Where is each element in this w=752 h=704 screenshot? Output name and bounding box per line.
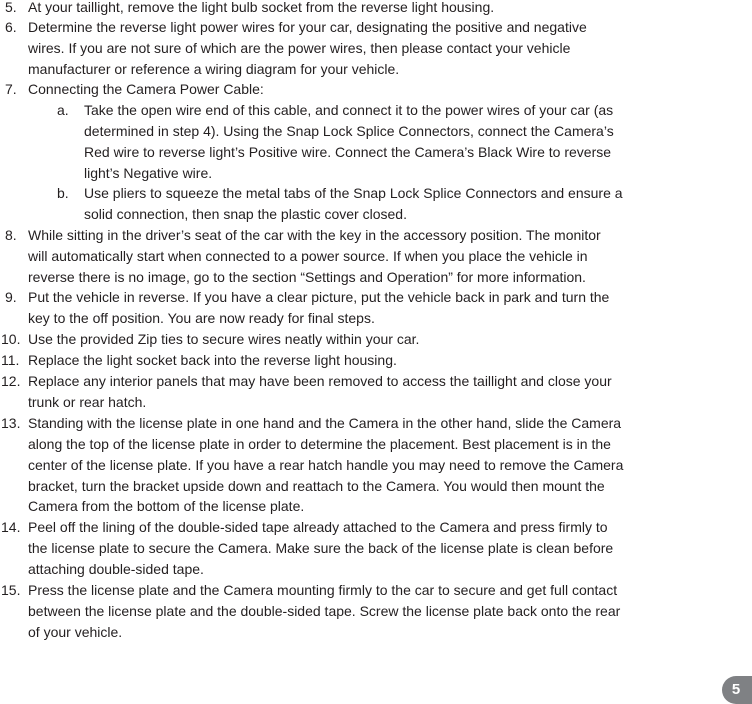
step-text-line: center of the license plate. If you have a rear hatch handle you may need to remove the Camera: [28, 457, 624, 473]
step-number: 8.: [5, 227, 17, 243]
step-number: 13.: [1, 415, 21, 431]
step-text-line: bracket, turn the bracket upside down and reattach to the Camera. You would then mount the: [28, 478, 605, 494]
page-number-badge: 5: [722, 676, 752, 704]
step-text-line: Put the vehicle in reverse. If you have a clear picture, put the vehicle back in park and turn the: [28, 289, 610, 305]
substep-letter: b.: [57, 185, 69, 201]
substep-text-line: solid connection, then snap the plastic cover closed.: [84, 206, 407, 222]
substep-letter: a.: [57, 102, 69, 118]
step-text-line: of your vehicle.: [28, 624, 123, 640]
substep-text-line: Use pliers to squeeze the metal tabs of the Snap Lock Splice Connectors and ensure a: [84, 185, 623, 201]
step-number: 12.: [1, 373, 21, 389]
substep-text-line: Red wire to reverse light’s Positive wire. Connect the Camera’s Black Wire to reverse: [84, 144, 612, 160]
step-text-line: manufacturer or reference a wiring diagram for your vehicle.: [28, 61, 400, 77]
step-text-line: While sitting in the driver’s seat of the car with the key in the accessory position. The monitor: [28, 227, 601, 243]
step-text-line: Press the license plate and the Camera mounting firmly to the car to secure and get full contact: [28, 582, 618, 598]
step-text-line: Peel off the lining of the double-sided tape already attached to the Camera and press firmly to: [28, 519, 608, 535]
step-text-line: Replace any interior panels that may have been removed to access the taillight and close your: [28, 373, 612, 389]
step-number: 15.: [1, 582, 21, 598]
step-text-line: wires. If you are not sure of which are the power wires, then please contact your vehicle: [28, 40, 571, 56]
substep-text-line: light’s Negative wire.: [84, 165, 213, 181]
step-text-line: along the top of the license plate in order to determine the placement. Best placement is in the: [28, 436, 611, 452]
step-text-line: the license plate to secure the Camera. Make sure the back of the license plate is clean before: [28, 540, 614, 556]
step-number: 9.: [5, 289, 17, 305]
step-text-line: reverse there is no image, go to the section “Settings and Operation” for more information.: [28, 269, 586, 285]
substep-text-line: Take the open wire end of this cable, and connect it to the power wires of your car (as: [84, 102, 614, 118]
step-text-line: Camera from the bottom of the license plate.: [28, 498, 305, 514]
step-number: 5.: [5, 0, 17, 15]
step-text-line: Replace the light socket back into the reverse light housing.: [28, 352, 397, 368]
step-number: 6.: [5, 19, 17, 35]
step-text-line: will automatically start when connected to a power source. If when you place the vehicle in: [28, 248, 588, 264]
step-text-line: Standing with the license plate in one hand and the Camera in the other hand, slide the Camera: [28, 415, 622, 431]
step-text-line: between the license plate and the double-sided tape. Screw the license plate back onto the rear: [28, 603, 621, 619]
step-text-line: At your taillight, remove the light bulb socket from the reverse light housing.: [28, 0, 495, 15]
substep-text-line: determined in step 4). Using the Snap Lock Splice Connectors, connect the Camera’s: [84, 123, 614, 139]
step-text-line: Determine the reverse light power wires for your car, designating the positive and negative: [28, 19, 587, 35]
step-text-line: attaching double-sided tape.: [28, 561, 204, 577]
step-text-line: key to the off position. You are now ready for final steps.: [28, 310, 375, 326]
step-number: 11.: [1, 352, 20, 368]
step-number: 7.: [5, 81, 17, 97]
step-text-line: Use the provided Zip ties to secure wires neatly within your car.: [28, 331, 420, 347]
step-number: 10.: [1, 331, 21, 347]
step-number: 14.: [1, 519, 21, 535]
step-text-line: Connecting the Camera Power Cable:: [28, 81, 264, 97]
step-text-line: trunk or rear hatch.: [28, 394, 147, 410]
